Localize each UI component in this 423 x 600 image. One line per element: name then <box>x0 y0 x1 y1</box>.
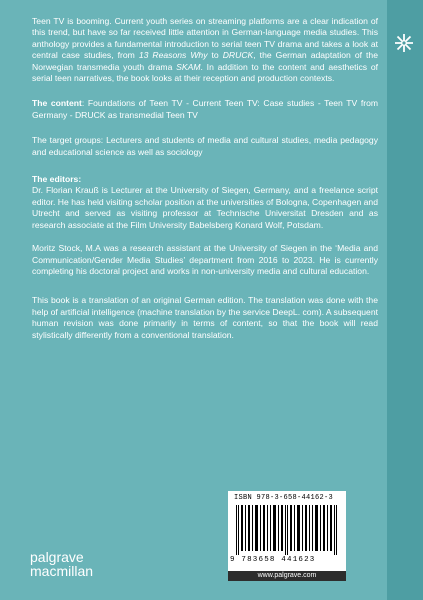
translation-note: This book is a translation of an original German edition. The translation was done with the help of artificial intelligence (machine translation by the service DeepL. com). A subsequent human revision was done primarily in terms of content, so that the book will read stylistically differently from a conventional translation. <box>32 295 378 340</box>
publisher-line2: macmillan <box>30 563 94 579</box>
publisher-logo <box>30 550 93 578</box>
intro-paragraph: Teen TV is booming. Current youth series on streaming platforms are a clear indication of this trend, but have so far received little attention in German-language media studies. This anthology provides a fundamental introduction to serial teen TV drama and takes a look at central case studies, from 13 Reasons Why to DRUCK, the German adaptation of the Norwegian transmedia youth drama SKAM. In addition to the content and aesthetics of serial teen narratives, the book looks at their reception and production contexts. <box>32 16 378 84</box>
editor1-paragraph: Dr. Florian Krauß is Lecturer at the University of Siegen, Germany, and a freelance script editor. He has held visiting scholar position at the universities of Bologna, Copenhagen and Utrecht and served as visiting professor at Technische Universitat Dresden and as research associate at the Film University Babelsberg Konard Wolf, Potsdam. <box>32 185 378 230</box>
palgrave-star-icon <box>393 32 415 54</box>
content-paragraph: The content: Foundations of Teen TV - Current Teen TV: Case studies - Teen TV from Germany - DRUCK as transmedial Teen TV <box>32 98 379 120</box>
publisher-url: www.palgrave.com <box>228 571 346 581</box>
target-groups-paragraph: The target groups: Lecturers and students of media and cultural studies, media pedagogy and educational science as well as sociology <box>32 135 378 157</box>
blurb-text <box>32 16 378 353</box>
isbn-digits: 9 783658 441623 <box>230 556 316 564</box>
barcode <box>228 491 346 571</box>
editors-heading: The editors: <box>32 174 82 185</box>
barcode-bars <box>232 505 340 555</box>
editor2-paragraph: Moritz Stock, M.A was a research assistant at the University of Siegen in the ‘Media and Communication/Gender Media Studies’ department from 2016 to 2023. He is currently completing his doctoral project and works in non-university media and cultural education. <box>32 243 378 276</box>
publisher-line1: palgrave <box>30 549 84 565</box>
spine-band <box>387 0 423 600</box>
isbn-label: ISBN 978-3-658-44162-3 <box>234 494 334 502</box>
